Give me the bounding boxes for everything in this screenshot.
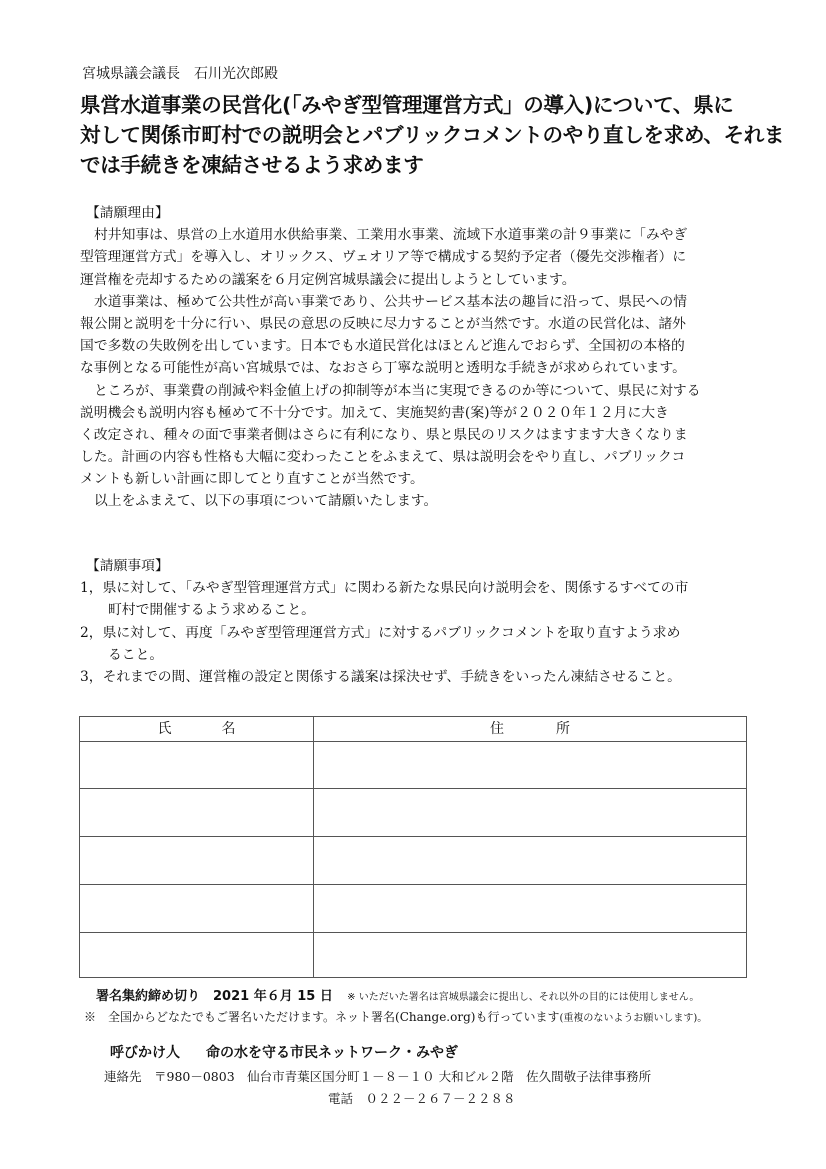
note-text: ※ 全国からどなたでもご署名いただけます。ネット署名(Change.org)も行っています — [84, 1010, 560, 1024]
item-line: 1，県に対して、「みやぎ型管理運営方式」に関わる新たな県民向け説明会を、関係するすべての市 — [80, 580, 689, 597]
reason-line: ところが、事業費の削減や料金値上げの抑制等が本当に実現できるのか等について、県民に対する — [94, 382, 701, 399]
items-heading: 【請願事項】 — [86, 558, 169, 574]
document-title — [80, 90, 785, 180]
signature-row[interactable] — [80, 741, 746, 789]
organizer-name: 命の水を守る市民ネットワーク・みやぎ — [206, 1045, 458, 1061]
online-signature-note — [84, 1008, 707, 1025]
reason-line: 運営権を売却するための議案を６月定例宮城県議会に提出しようとしています。 — [80, 271, 576, 288]
organizer — [110, 1042, 458, 1062]
reason-line: メントも新しい計画に即してとり直すことが当然です。 — [80, 471, 424, 488]
note-small: (重複のないようお願いします)。 — [559, 1013, 708, 1024]
reason-line: 以上をふまえて、以下の事項について請願いたします。 — [94, 493, 438, 510]
reason-line: した。計画の内容も性格も大幅に変わったことをふまえて、県は説明会をやり直し、パブリックコ — [80, 449, 686, 466]
reason-line: 国で多数の失敗例を出しています。日本でも水道民営化はほとんど進んでおらず、全国初の本格的 — [80, 338, 685, 355]
contact-address: 連絡先 〒980－0803 仙台市青葉区国分町１－８－１０ 大和ビル２階 佐久間敬子法律事務所 — [104, 1069, 652, 1084]
reason-line: 型管理運営方式」を導入し、オリックス、ヴェオリア等で構成する契約予定者（優先交渉権者）に — [80, 249, 687, 266]
reason-line: 村井知事は、県営の上水道用水供給事業、工業用水事業、流域下水道事業の計９事業に「みやぎ — [94, 227, 688, 244]
column-divider — [313, 717, 314, 977]
addressee: 宮城県議会議長 石川光次郎殿 — [82, 66, 278, 82]
deadline-note: ※ いただいた署名は宮城県議会に提出し、それ以外の目的には使用しません。 — [347, 992, 700, 1003]
item-line: 2，県に対して、再度「みやぎ型管理運営方式」に対するパブリックコメントを取り直すよう求め — [80, 624, 681, 641]
signature-table-header — [80, 717, 746, 742]
signature-table — [79, 716, 747, 978]
item-line: 3，それまでの間、運営権の設定と関係する議案は採決せず、手続きをいったん凍結させること。 — [80, 668, 681, 685]
petition-reason-section — [80, 202, 756, 513]
reason-line: 水道事業は、極めて公共性が高い事業であり、公共サービス基本法の趣旨に沿って、県民への情 — [94, 293, 687, 310]
item-line: ること。 — [108, 646, 164, 663]
title-line: では手続きを凍結させるよう求めます — [80, 153, 424, 177]
signature-row[interactable] — [80, 837, 746, 885]
deadline-line — [96, 985, 699, 1004]
signature-row[interactable] — [80, 885, 746, 933]
item-line: 町村で開催するよう求めること。 — [108, 602, 315, 619]
reason-line: 報公開と説明を十分に行い、県民の意思の反映に尽力することが当然です。水道の民営化は、諸外 — [80, 315, 686, 332]
reason-heading: 【請願理由】 — [86, 205, 169, 221]
column-header-address: 住所 — [490, 721, 622, 737]
reason-line: く改定され、種々の面で事業者側はさらに有利になり、県と県民のリスクはますます大きくなりま — [80, 426, 688, 443]
deadline-label: 署名集約締め切り 2021 年６月 15 日 — [96, 989, 333, 1004]
title-line: 県営水道事業の民営化(「みやぎ型管理運営方式」の導入)について、県に — [80, 93, 734, 117]
organizer-label: 呼びかけ人 — [110, 1045, 180, 1061]
petition-items-section — [80, 555, 756, 688]
column-header-name: 氏名 — [157, 721, 286, 737]
reason-line: 説明機会も説明内容も極めて不十分です。加えて、実施契約書(案)等が２０２０年１２月に大き — [80, 404, 669, 421]
reason-line: な事例となる可能性が高い宮城県では、なおさら丁寧な説明と透明な手続きが求められています。 — [80, 360, 686, 377]
contact-phone: 電話 ０２２－２６７－２２８８ — [328, 1091, 516, 1106]
title-line: 対して関係市町村での説明会とパブリックコメントのやり直しを求め、それま — [80, 123, 785, 147]
signature-row[interactable] — [80, 789, 746, 837]
